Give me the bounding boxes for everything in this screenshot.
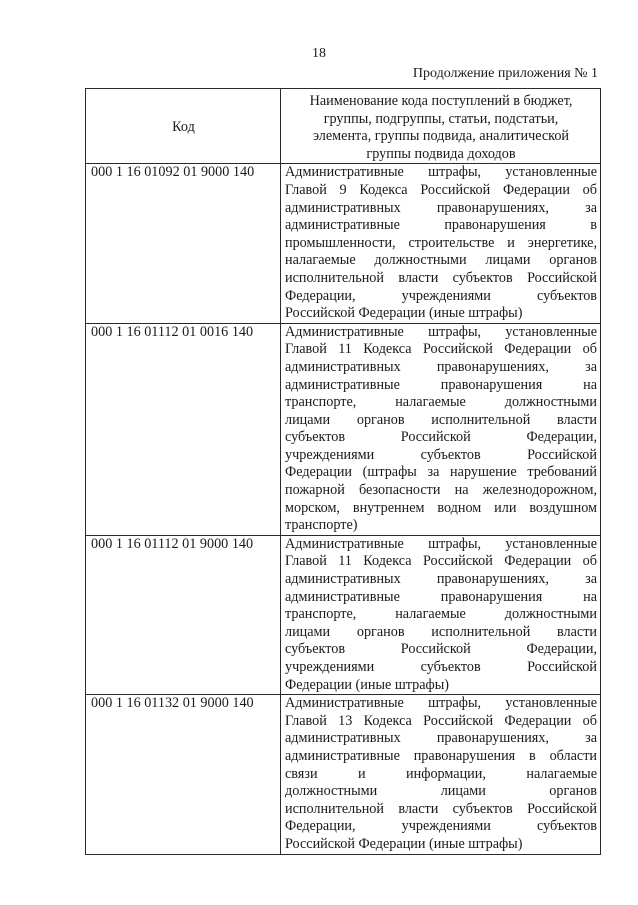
revenue-code: 000 1 16 01112 01 9000 140 — [86, 535, 281, 694]
description-line: Главой 11 Кодекса Российской Федерации об — [285, 553, 597, 570]
revenue-code: 000 1 16 01112 01 0016 140 — [86, 323, 281, 535]
table-row — [86, 695, 601, 854]
description-line: транспорте, налагаемые должностными — [285, 606, 597, 623]
table-header-row — [86, 89, 601, 164]
table-row — [86, 323, 601, 535]
description-line: административных правонарушениях, за — [285, 571, 597, 588]
description-line: административные правонарушения в области — [285, 747, 597, 764]
description-line: административные правонарушения на — [285, 588, 597, 605]
description-line: Административные штрафы, установленные — [285, 535, 597, 552]
description-line: Главой 11 Кодекса Российской Федерации об — [285, 341, 597, 358]
description-line: субъектов Российской Федерации, — [285, 641, 597, 658]
description-line: Российской Федерации (иные штрафы) — [285, 305, 523, 322]
description-line: лицами органов исполнительной власти — [285, 411, 597, 428]
description-line: Административные штрафы, установленные — [285, 323, 597, 340]
description-line: исполнительной власти субъектов Российской — [285, 269, 597, 286]
header-line: группы подвида доходов — [366, 145, 516, 162]
continuation-note: Продолжение приложения № 1 — [412, 66, 598, 81]
description-line: Федерации, учреждениями субъектов — [285, 818, 597, 835]
description-line: административных правонарушениях, за — [285, 199, 597, 216]
table-row — [86, 164, 601, 323]
description-line: административных правонарушениях, за — [285, 358, 597, 375]
description-line: должностными лицами органов — [285, 783, 597, 800]
description-line: субъектов Российской Федерации, — [285, 429, 597, 446]
name-column-header — [281, 89, 601, 164]
description-line: Главой 9 Кодекса Российской Федерации об — [285, 181, 597, 198]
description-line: исполнительной власти субъектов Российской — [285, 800, 597, 817]
description-line: Административные штрафы, установленные — [285, 695, 597, 712]
description-line: Административные штрафы, установленные — [285, 164, 597, 181]
description-line: административные правонарушения на — [285, 376, 597, 393]
description-line: Российской Федерации (иные штрафы) — [285, 835, 523, 852]
description-line: лицами органов исполнительной власти — [285, 623, 597, 640]
revenue-code: 000 1 16 01092 01 9000 140 — [86, 164, 281, 323]
revenue-description — [281, 323, 601, 535]
description-line: связи и информации, налагаемые — [285, 765, 597, 782]
description-line: учреждениями субъектов Российской — [285, 659, 597, 675]
description-line: административных правонарушениях, за — [285, 730, 597, 747]
description-line: Федерации (штрафы за нарушение требований — [285, 464, 597, 481]
page-number: 18 — [312, 46, 326, 61]
description-line: морском, внутреннем водном или воздушном — [285, 499, 597, 516]
description-line: Главой 13 Кодекса Российской Федерации об — [285, 712, 597, 729]
description-line: Федерации (иные штрафы) — [285, 676, 449, 693]
description-line: пожарной безопасности на железнодорожном, — [285, 482, 597, 499]
description-line: Федерации, учреждениями субъектов — [285, 287, 597, 304]
revenue-code: 000 1 16 01132 01 9000 140 — [86, 695, 281, 854]
description-line: административные правонарушения в — [285, 217, 597, 234]
code-column-header: Код — [86, 89, 281, 164]
table-row — [86, 535, 601, 694]
description-line: налагаемые должностными лицами органов — [285, 252, 597, 269]
description-line: учреждениями субъектов Российской — [285, 446, 597, 463]
revenue-description — [281, 535, 601, 694]
header-line: Наименование кода поступлений в бюджет, — [309, 93, 573, 109]
description-line: транспорте) — [285, 517, 358, 534]
revenue-description — [281, 695, 601, 854]
description-line: транспорте, налагаемые должностными — [285, 394, 597, 411]
header-line: элемента, группы подвида, аналитической — [312, 128, 570, 145]
description-line: промышленности, строительстве и энергетике, — [285, 234, 597, 251]
revenue-codes-table — [85, 88, 601, 855]
revenue-description — [281, 164, 601, 323]
header-line: группы, подгруппы, статьи, подстатьи, — [323, 110, 559, 127]
